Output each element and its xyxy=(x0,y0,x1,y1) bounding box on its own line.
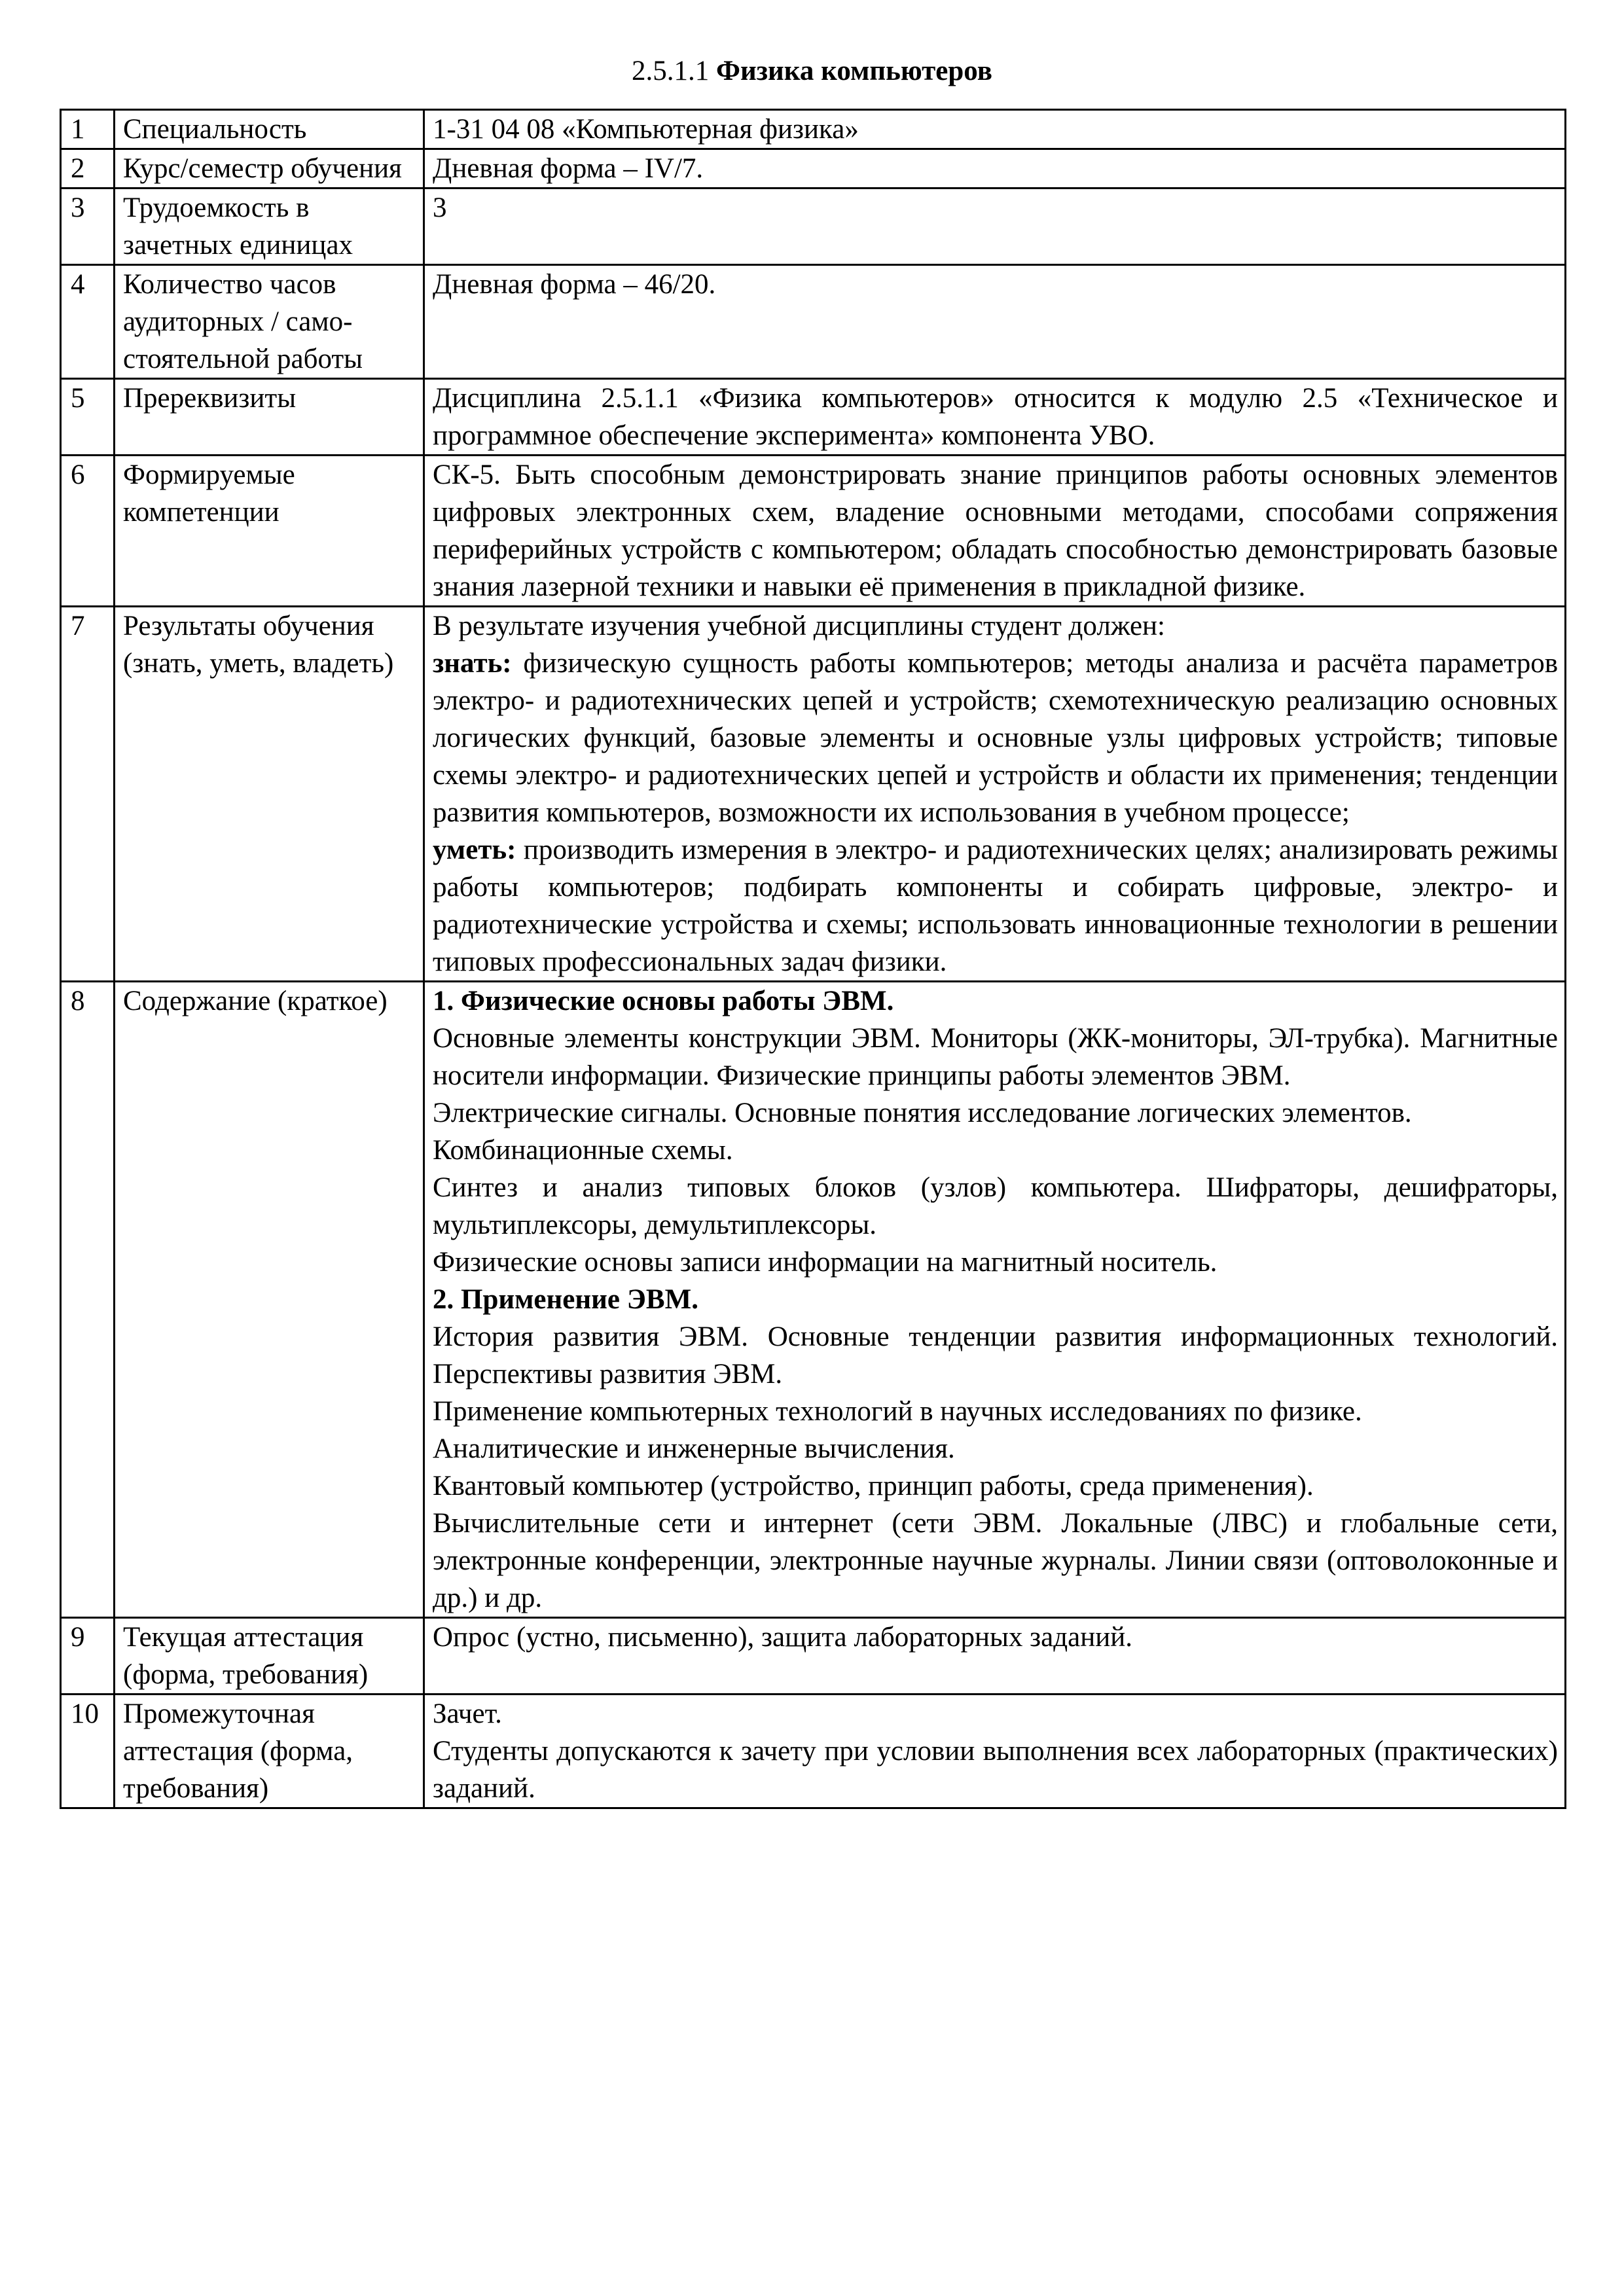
row-number: 9 xyxy=(61,1618,115,1695)
row-label: Промежуточная аттестация (форма, требования) xyxy=(115,1695,424,1808)
row-label: Формируемые компетенции xyxy=(115,456,424,607)
table-row xyxy=(61,1695,1566,1808)
learning-know xyxy=(433,645,1558,831)
document-title xyxy=(0,55,1624,88)
content-paragraph: Применение компьютерных технологий в научных исследованиях по физике. xyxy=(433,1396,1362,1427)
row-number: 1 xyxy=(61,110,115,149)
can-text: производить измерения в электро- и радиотехнических целях; анализировать режимы работы компьютеров; подбирать компоненты и собирать цифровые, электро- и радиотехнические устройства и схемы; использовать инновационные технологии в решении типовых профессиональных задач физики. xyxy=(433,834,1558,977)
row-number: 3 xyxy=(61,188,115,265)
content-paragraph: Электрические сигналы. Основные понятия исследование логических элементов. xyxy=(433,1098,1412,1128)
row-label: Пререквизиты xyxy=(115,379,424,456)
content-paragraph: Синтез и анализ типовых блоков (узлов) компьютера. Шифраторы, дешифраторы, мультиплексоры, демультиплексоры. xyxy=(433,1172,1558,1240)
row-value: Дисциплина 2.5.1.1 «Физика компьютеров» относится к модулю 2.5 «Техническое и программное обеспечение эксперимента» компонента УВО. xyxy=(424,379,1566,456)
discipline-name: Физика компьютеров xyxy=(716,56,992,86)
know-label: знать: xyxy=(433,648,512,679)
row-value: Опрос (устно, письменно), защита лабораторных заданий. xyxy=(424,1618,1566,1695)
row-label: Специальность xyxy=(115,110,424,149)
row-number: 10 xyxy=(61,1695,115,1808)
row-label: Результаты обучения (знать, уметь, владеть) xyxy=(115,607,424,982)
assessment-type: Зачет. xyxy=(433,1698,502,1729)
table-row xyxy=(61,149,1566,188)
row-number: 4 xyxy=(61,265,115,379)
content-paragraph: Физические основы записи информации на магнитный носитель. xyxy=(433,1247,1218,1278)
row-value: Дневная форма – 46/20. xyxy=(424,265,1566,379)
row-number: 2 xyxy=(61,149,115,188)
learning-can xyxy=(433,831,1558,980)
row-label: Трудоемкость в зачетных единицах xyxy=(115,188,424,265)
table-row xyxy=(61,607,1566,982)
row-value xyxy=(424,607,1566,982)
table-row xyxy=(61,110,1566,149)
row-label: Текущая аттестация (форма, требования) xyxy=(115,1618,424,1695)
content-section-title: 2. Применение ЭВМ. xyxy=(433,1284,698,1315)
content-paragraph: Комбинационные схемы. xyxy=(433,1135,733,1166)
course-description-table xyxy=(60,109,1566,1809)
learning-intro: В результате изучения учебной дисциплины студент должен: xyxy=(433,611,1166,641)
row-value: 1-31 04 08 «Компьютерная физика» xyxy=(424,110,1566,149)
row-value xyxy=(424,1695,1566,1808)
table-row xyxy=(61,379,1566,456)
row-label: Содержание (краткое) xyxy=(115,982,424,1618)
content-paragraph: Квантовый компьютер (устройство, принцип работы, среда применения). xyxy=(433,1471,1314,1501)
content-paragraph: История развития ЭВМ. Основные тенденции развития информационных технологий. Перспективы развития ЭВМ. xyxy=(433,1321,1558,1390)
row-value xyxy=(424,982,1566,1618)
row-number: 8 xyxy=(61,982,115,1618)
content-paragraph: Вычислительные сети и интернет (сети ЭВМ. Локальные (ЛВС) и глобальные сети, электронные конференции, электронные научные журналы. Линии связи (оптоволоконные и др.) и др. xyxy=(433,1508,1558,1613)
row-label: Количество часов аудиторных / само-стоятельной работы xyxy=(115,265,424,379)
section-number: 2.5.1.1 xyxy=(632,56,710,86)
row-value: СК-5. Быть способным демонстрировать знание принципов работы основных элементов цифровых электронных схем, владение основными методами, способами сопряжения периферийных устройств с компьютером; обладать способностью демонстрировать базовые знания лазерной техники и навыки её применения в прикладной физике. xyxy=(424,456,1566,607)
table-row xyxy=(61,265,1566,379)
row-label: Курс/семестр обучения xyxy=(115,149,424,188)
content-paragraph: Основные элементы конструкции ЭВМ. Мониторы (ЖК-мониторы, ЭЛ-трубка). Магнитные носители информации. Физические принципы работы элементов ЭВМ. xyxy=(433,1023,1558,1091)
can-label: уметь: xyxy=(433,834,516,865)
row-value: 3 xyxy=(424,188,1566,265)
row-number: 6 xyxy=(61,456,115,607)
table-row xyxy=(61,456,1566,607)
row-number: 7 xyxy=(61,607,115,982)
assessment-requirement: Студенты допускаются к зачету при условии выполнения всех лабораторных (практических) заданий. xyxy=(433,1736,1558,1804)
content-section-title: 1. Физические основы работы ЭВМ. xyxy=(433,986,894,1016)
row-value: Дневная форма – IV/7. xyxy=(424,149,1566,188)
table-row xyxy=(61,982,1566,1618)
table-row xyxy=(61,1618,1566,1695)
know-text: физическую сущность работы компьютеров; методы анализа и расчёта параметров электро- и радиотехнических цепей и устройств; схемотехническую реализацию основных логических функций, базовые элементы и основные узлы цифровых устройств; типовые схемы электро- и радиотехнических цепей и устройств и области их применения; тенденции развития компьютеров, возможности их использования в учебном процессе; xyxy=(433,648,1558,828)
content-paragraph: Аналитические и инженерные вычисления. xyxy=(433,1433,955,1464)
row-number: 5 xyxy=(61,379,115,456)
table-row xyxy=(61,188,1566,265)
